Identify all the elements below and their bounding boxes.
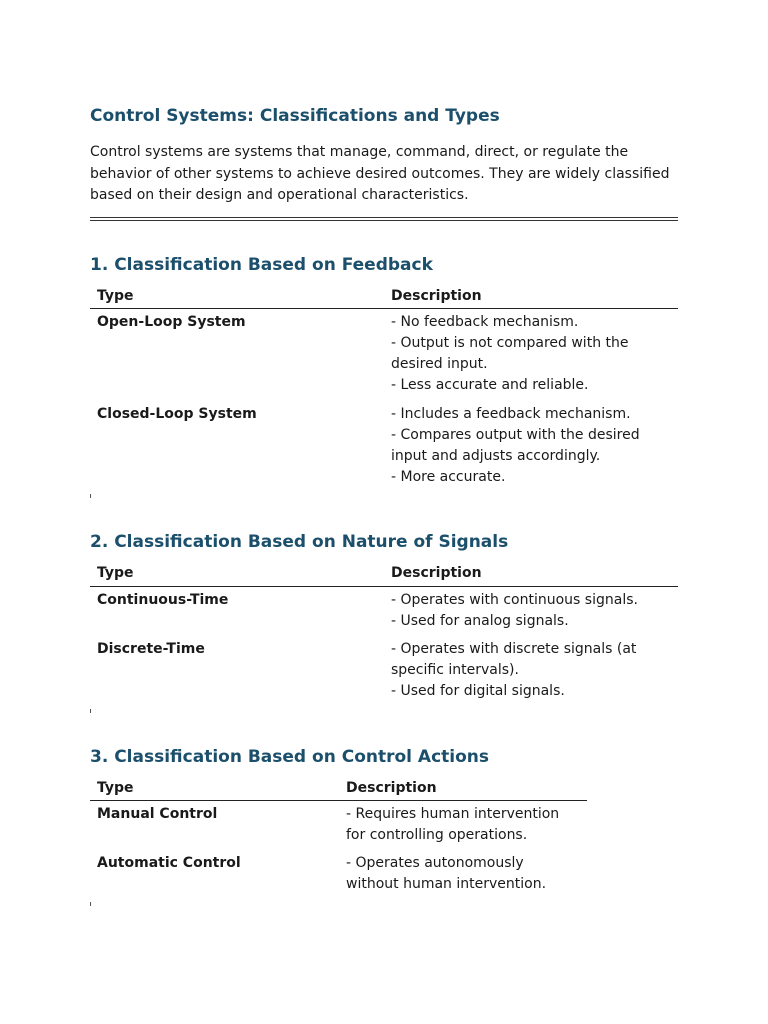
type-cell: Automatic Control (97, 855, 241, 872)
section-control-actions (90, 745, 678, 906)
column-header-type: Type (90, 775, 339, 801)
section-heading: 3. Classification Based on Control Actions (90, 746, 489, 767)
table-end-mark (90, 709, 91, 713)
type-cell: Manual Control (97, 805, 218, 822)
description-line: - Requires human intervention for controlling operations. (346, 805, 560, 843)
page-title: Control Systems: Classifications and Types (90, 106, 500, 126)
table-row (90, 636, 678, 707)
description-line: - Compares output with the desired input and adjusts accordingly. (391, 426, 640, 464)
type-cell: Discrete-Time (97, 640, 205, 657)
description-cell (384, 401, 678, 493)
section-heading: 2. Classification Based on Nature of Signals (90, 532, 509, 553)
description-line: - Operates autonomously without human intervention. (346, 855, 547, 893)
description-line: - Output is not compared with the desired input. (391, 334, 629, 373)
description-cell (384, 636, 678, 707)
table-header-row (90, 560, 678, 586)
table-row (90, 308, 678, 400)
table-row (90, 586, 678, 636)
description-line: - Used for analog signals. (391, 612, 569, 629)
document-content (90, 104, 678, 906)
description-line: - Includes a feedback mechanism. (391, 405, 631, 422)
description-line: - Operates with continuous signals. (391, 591, 638, 608)
description-cell (339, 850, 587, 899)
description-line: - More accurate. (391, 469, 506, 486)
description-line: - Used for digital signals. (391, 683, 565, 700)
description-line: - Less accurate and reliable. (391, 377, 589, 394)
table-row (90, 401, 678, 493)
description-line: - No feedback mechanism. (391, 313, 579, 330)
column-header-description: Description (384, 560, 678, 586)
feedback-table (90, 283, 678, 493)
signals-table (90, 560, 678, 706)
double-divider (90, 217, 678, 221)
column-header-type: Type (90, 283, 384, 309)
description-cell (384, 308, 678, 400)
section-heading: 1. Classification Based on Feedback (90, 254, 433, 275)
section-feedback (90, 253, 678, 499)
table-end-mark (90, 494, 91, 498)
type-cell: Closed-Loop System (97, 405, 257, 422)
description-line: - Operates with discrete signals (at specific intervals). (391, 640, 637, 679)
type-cell: Continuous-Time (97, 591, 229, 608)
table-row (90, 800, 587, 850)
section-signals (90, 530, 678, 712)
table-row (90, 850, 587, 899)
table-header-row (90, 283, 678, 309)
table-header-row (90, 775, 587, 801)
type-cell: Open-Loop System (97, 313, 246, 330)
column-header-type: Type (90, 560, 384, 586)
table-end-mark (90, 902, 91, 906)
column-header-description: Description (384, 283, 678, 309)
description-cell (339, 800, 587, 850)
column-header-description: Description (339, 775, 587, 801)
intro-paragraph: Control systems are systems that manage, command, direct, or regulate the behavior of other systems to achieve desired outcomes. They are widely classified based on their design and operational characteristics. (90, 144, 670, 203)
description-cell (384, 586, 678, 636)
control-actions-table (90, 775, 587, 900)
